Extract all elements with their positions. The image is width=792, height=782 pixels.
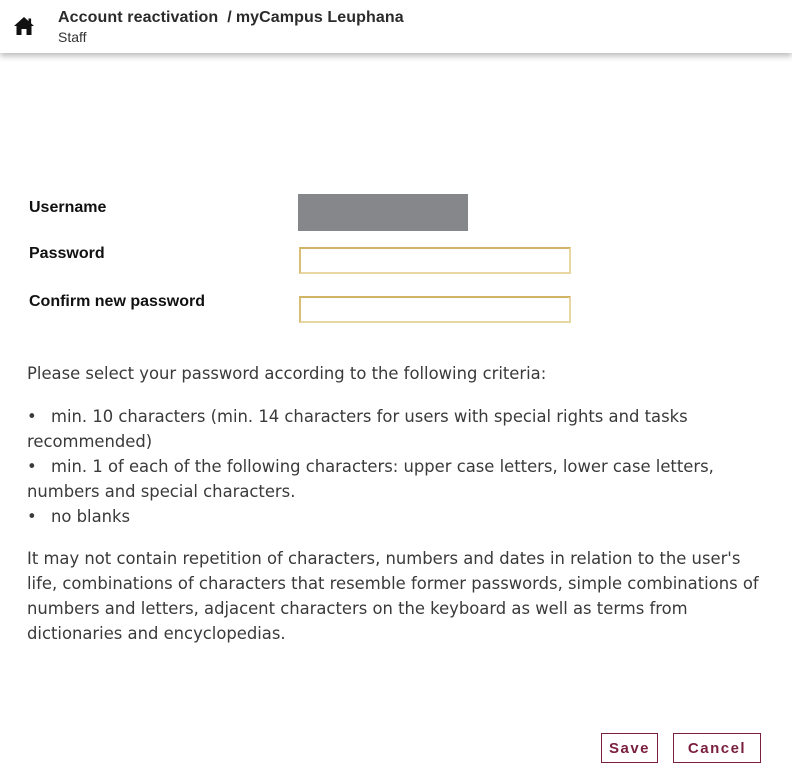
list-item [27, 454, 767, 504]
list-item [27, 404, 767, 454]
password-input[interactable] [299, 247, 571, 274]
title-separator: / [227, 9, 232, 26]
password-rules-text: It may not contain repetition of characters, numbers and dates in relation to the user's life, combinations of characters that resemble former passwords, simple combinations of numbers and letters, adjacent characters on the keyboard as well as terms from dictionaries and encyclopedias. [27, 549, 759, 643]
page-subtitle: Staff [58, 29, 87, 45]
criteria-item-text: min. 10 characters (min. 14 characters for users with special rights and tasks recommended) [27, 407, 688, 451]
app-name: myCampus Leuphana [235, 9, 404, 26]
page-title-text: Account reactivation [58, 9, 219, 26]
confirm-password-label: Confirm new password [29, 293, 206, 310]
cancel-button[interactable]: Cancel [673, 733, 761, 763]
page-header [0, 0, 792, 53]
confirm-password-input[interactable] [299, 296, 571, 323]
username-field [298, 194, 468, 231]
criteria-intro: Please select your password according to the following criteria: [27, 364, 547, 383]
page-title [58, 9, 404, 27]
password-label: Password [29, 245, 105, 262]
list-item [27, 504, 767, 529]
home-icon[interactable] [13, 16, 35, 36]
criteria-list [27, 404, 767, 529]
criteria-item-text: no blanks [51, 507, 131, 526]
username-label: Username [29, 199, 107, 216]
bullet: • [27, 457, 37, 476]
bullet: • [27, 407, 37, 426]
save-button[interactable]: Save [601, 733, 658, 763]
criteria-item-text: min. 1 of each of the following characters: upper case letters, lower case letters, numbers and special characters. [27, 457, 714, 501]
bullet: • [27, 507, 37, 526]
